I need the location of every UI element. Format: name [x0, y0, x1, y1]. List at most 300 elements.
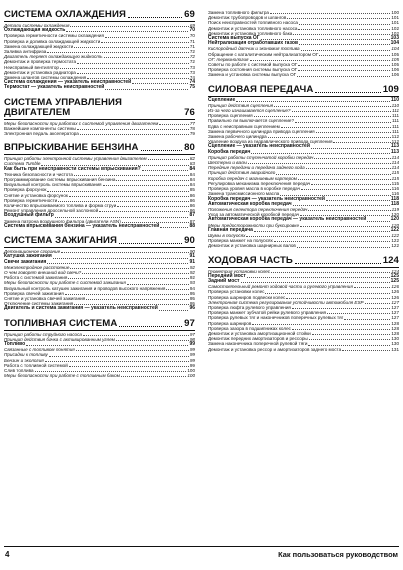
dot-leader: [74, 47, 189, 48]
entry-title: СИСТЕМА ОХЛАЖДЕНИЯ: [4, 9, 126, 20]
page-number: 110: [390, 96, 399, 103]
toc-section: [4, 231, 195, 311]
page-number: 95: [189, 301, 195, 307]
page-number: 79: [189, 131, 195, 137]
entry-title: Замена топливного фильтра: [208, 10, 269, 15]
page-number: 109: [382, 83, 399, 95]
entry-title: Коробка передач — указатель неисправностей: [208, 195, 325, 202]
dot-leader: [103, 185, 189, 186]
entry-title: Замена трансмиссионного масла: [208, 191, 280, 197]
dot-leader: [319, 55, 390, 56]
page-number: 127: [391, 299, 399, 305]
entry-title: Демонтаж и установка радиатора: [4, 69, 76, 75]
entry-title: Автоматическая коробка передач — указатель неисправностей: [208, 216, 367, 223]
dot-leader: [77, 129, 189, 130]
entry-title: Проверка состояния системы выпуска ОГ: [208, 67, 298, 73]
entry-title: Проверка шарниров подвески колес: [208, 294, 286, 300]
entry-title: Отключение системы зажигания: [4, 301, 74, 307]
entry-title: Замена охлаждающей жидкости: [4, 43, 74, 49]
entry-title: Едва с неисправным сцеплением: [208, 123, 280, 129]
dot-leader: [271, 272, 390, 273]
entry-title: Принцип действия бачка с активированным углем: [4, 336, 115, 342]
entry-title: Меры безопасности при работах с системой управления двигателем: [4, 120, 159, 126]
dot-leader: [276, 174, 390, 175]
page-number: 96: [189, 305, 195, 312]
dot-leader: [53, 258, 189, 259]
toc-entry: [208, 243, 399, 248]
entry-title: Детали системы охлаждения: [4, 23, 70, 28]
page-number: 126: [391, 289, 399, 295]
page-number: 70: [189, 33, 195, 39]
page-number: 105: [391, 51, 399, 57]
toc-entry: [208, 72, 399, 77]
entry-title: Задний мост: [208, 277, 240, 284]
page-number: 69: [189, 23, 195, 28]
page-number: 116: [391, 186, 399, 192]
page-number: 114: [391, 165, 399, 171]
entry-title: Работа с топливной системой: [4, 362, 68, 368]
page-number: 86: [189, 208, 195, 214]
dot-leader: [299, 24, 390, 25]
entry-title: Принцип действия сцепления: [208, 102, 274, 108]
page-number: 80: [184, 142, 195, 154]
section-heading: [4, 10, 195, 22]
dot-leader: [159, 124, 189, 125]
dot-leader: [47, 191, 188, 192]
page-number: 126: [391, 294, 399, 300]
dot-leader: [301, 189, 391, 190]
entry-title: Кислородный датчик и экономия топлива: [208, 46, 300, 52]
entry-title: Воздушный фильтр: [4, 212, 54, 219]
dot-leader: [311, 184, 390, 185]
dot-leader: [365, 303, 391, 304]
entry-title: Демонтаж и установка шарнирных валов: [208, 243, 296, 249]
page-number: 94: [189, 285, 195, 291]
page-number: 118: [390, 195, 399, 202]
entry-title: Электронная система регулирования устойчивости автомобиля ESP: [208, 299, 364, 305]
entry-title: Уход за автоматической коробкой передач: [208, 212, 300, 218]
entry-title: Система выпуска ОГ: [208, 35, 260, 42]
page-number: 92: [189, 269, 195, 275]
entry-title: Поиск неисправностей топливного насоса: [208, 20, 298, 26]
page-number: 101: [391, 20, 399, 26]
entry-title: Советы по работе с системой выпуска ОГ: [208, 62, 298, 68]
page-number: 122: [391, 232, 399, 238]
entry-title: Демонтаж и установка амортизационной стойки: [208, 330, 311, 336]
toc-section: [4, 138, 195, 229]
entry-title: Меры безопасности при работе с системой зажигания: [4, 280, 126, 286]
dot-leader: [70, 268, 188, 269]
toc-entry: [4, 131, 195, 136]
dot-leader: [101, 42, 189, 43]
dot-leader: [61, 252, 189, 253]
entry-title: Принцип работы ступенчатой коробки передач: [208, 154, 314, 160]
entry-title: Проверка и доливка охлаждающей жидкости: [4, 38, 101, 44]
page-number: 120: [391, 222, 399, 228]
page-number: 78: [189, 125, 195, 131]
page-number: 85: [189, 187, 195, 193]
dot-leader: [66, 31, 188, 32]
entry-title: ХОДОВАЯ ЧАСТЬ: [208, 254, 293, 266]
toc-section: [4, 10, 195, 91]
dot-leader: [116, 340, 189, 341]
dot-leader: [292, 329, 390, 330]
dot-leader: [55, 217, 189, 218]
entry-title: Коробка передач с магниевым картером: [208, 175, 297, 181]
dot-leader: [86, 299, 189, 300]
page-number: 77: [189, 120, 195, 126]
page-number: 72: [189, 59, 195, 65]
page-number: 74: [189, 75, 195, 81]
entry-title: Снятие и установка форсунок: [4, 192, 68, 198]
dot-leader: [35, 371, 187, 372]
dot-leader: [117, 206, 189, 207]
dot-leader: [327, 313, 390, 314]
entry-title: Сцепление: [208, 96, 236, 103]
page-number: 69: [184, 9, 195, 20]
entry-title: Свечи зажигания: [4, 258, 47, 265]
toc-section: [208, 251, 399, 352]
entry-title: СИСТЕМА УПРАВЛЕНИЯ ДВИГАТЕЛЕМ: [4, 96, 123, 118]
page-number: 87: [189, 218, 195, 224]
entry-title: Замена патрона воздушного фильтра (двигатели ASN): [4, 218, 121, 224]
dot-leader: [141, 150, 183, 151]
dot-leader: [119, 326, 182, 327]
dot-leader: [246, 236, 390, 237]
page-number: 86: [189, 203, 195, 209]
entry-title: Работа с системой зажигания: [4, 275, 68, 281]
page-number: 90: [184, 235, 195, 247]
dot-leader: [367, 221, 389, 222]
dot-leader: [311, 148, 390, 149]
dot-leader: [49, 356, 189, 357]
dot-leader: [295, 263, 381, 264]
page-number: 122: [391, 243, 399, 249]
section-heading: [4, 143, 195, 155]
toc-left-column: [4, 10, 195, 380]
dot-leader: [287, 18, 390, 19]
entry-title: Автоматическая коробка передач: [208, 200, 292, 207]
entry-title: Система впрыскивания бензина — указатель неисправностей: [4, 222, 160, 229]
toc-section: [4, 93, 195, 137]
section-heading: [4, 319, 195, 331]
page-number: 100: [187, 373, 195, 379]
page-number: 125: [390, 277, 399, 284]
page-number: 104: [390, 40, 399, 47]
entry-title: Замена шлангов системы охлаждения: [4, 75, 87, 81]
page-number: 106: [391, 72, 399, 78]
page-number: 98: [189, 336, 195, 342]
entry-title: Из-за чего изнашивается сцепление?: [208, 108, 291, 114]
toc-entry: [4, 373, 195, 378]
entry-title: Как быть при неисправности системы впрыскивания?: [4, 165, 141, 172]
toc-section: [208, 80, 399, 249]
entry-title: Количество впрыскиваемого топлива и форма струи: [4, 203, 117, 209]
dot-leader: [297, 247, 390, 248]
entry-title: Принцип работы струйного насоса: [4, 331, 82, 337]
dot-leader: [312, 334, 391, 335]
entry-title: Проверка свечей зажигания: [4, 290, 64, 296]
dot-leader: [80, 134, 189, 135]
dot-leader: [298, 179, 391, 180]
entry-title: Связанные с топливом понятия: [4, 347, 75, 353]
dot-leader: [45, 361, 189, 362]
entry-title: Демонтаж и проверка термостата: [4, 59, 77, 65]
entry-title: Термостат — указатель неисправностей: [4, 84, 105, 91]
entry-title: Меры предосторожности при буксировке: [208, 222, 299, 228]
entry-title: Топливо: [4, 340, 26, 347]
entry-title: Самостоятельный ремонт ходовой части и рулевого управления: [208, 284, 353, 290]
entry-title: Катушка зажигания: [4, 253, 52, 260]
entry-title: Проверка уровня масла в коробке передач: [208, 186, 301, 192]
page-number: 92: [189, 275, 195, 281]
toc-entry: [4, 85, 195, 90]
dot-leader: [116, 180, 188, 181]
dot-leader: [47, 263, 188, 264]
page-number: 128: [391, 325, 399, 331]
dot-leader: [326, 200, 390, 201]
entry-title: Геометрия установки колес: [208, 268, 271, 274]
page-number: 105: [391, 56, 399, 62]
entry-title: Главная передача: [208, 226, 253, 233]
entry-title: Меры безопасности при работе с топливным баком: [4, 373, 120, 379]
dot-leader: [252, 324, 390, 325]
dot-leader: [99, 211, 189, 212]
entry-title: Замена рабочего цилиндра: [208, 134, 267, 140]
entry-title: Проверка герметичности системы охлаждения: [4, 33, 104, 39]
entry-title: Нейтрализация отработавших газов: [208, 40, 299, 47]
page-number: 104: [391, 46, 399, 52]
dot-leader: [314, 158, 390, 159]
entry-title: Замена и установка системы выпуска ОГ: [208, 72, 297, 78]
page-number: 118: [390, 200, 399, 207]
page-number: 71: [189, 43, 195, 49]
entry-title: Проверка форсунок: [4, 187, 47, 193]
section-heading: [208, 256, 399, 268]
entry-title: Проверка шарниров: [208, 320, 252, 326]
dot-leader: [295, 122, 391, 123]
page-number: 72: [189, 49, 195, 55]
dot-leader: [58, 201, 189, 202]
page-number: 84: [189, 182, 195, 188]
toc-entry: [4, 224, 195, 229]
entry-title: Слив топлива: [4, 367, 34, 373]
page-number: 93: [189, 280, 195, 286]
entry-title: Проверка сцепления: [208, 113, 253, 119]
entry-title: Система Tumble: [4, 161, 41, 167]
entry-title: Коробка передач: [208, 148, 251, 155]
page-number: 124: [391, 268, 399, 274]
dot-leader: [127, 284, 189, 285]
page-number: 111: [392, 128, 399, 134]
dot-leader: [250, 60, 391, 61]
entry-title: Сцепление — указатель неисправностей: [208, 143, 310, 150]
entry-title: Межэлектродное расстояние: [4, 264, 70, 270]
entry-title: Принцип действия аварийного: [208, 170, 276, 176]
page-number: 115: [391, 180, 399, 186]
dot-leader: [342, 350, 390, 351]
dot-leader: [142, 170, 189, 171]
page-number: 105: [391, 62, 399, 68]
dot-leader: [333, 142, 390, 143]
entry-title: Детонационное сгорание: [4, 249, 61, 255]
page-number: 97: [189, 331, 195, 337]
dot-leader: [159, 310, 189, 311]
entry-title: Важнейшие компоненты системы: [4, 125, 76, 131]
entry-title: Передние передачи и передача заднего хода: [208, 165, 305, 171]
dot-leader: [281, 127, 391, 128]
dot-leader: [292, 111, 392, 112]
page-number: 70: [189, 27, 195, 34]
entry-title: СИЛОВАЯ ПЕРЕДАЧА: [208, 83, 314, 95]
page-number: 113: [390, 148, 399, 155]
page-number: 90: [189, 249, 195, 255]
entry-title: Обращение с каталитическим нейтрализатором ОГ: [208, 51, 319, 57]
page-number: 110: [391, 102, 399, 108]
toc-section: [208, 10, 399, 78]
footer-book-title: Как пользоваться руководством: [278, 550, 398, 559]
dot-leader: [148, 159, 189, 160]
entry-title: Ремонт управления дроссельной заслонкой: [4, 208, 99, 214]
page-number: 122: [390, 226, 399, 233]
entry-title: Заливка антифриза: [4, 49, 47, 55]
entry-title: Проверка люфта рулевого управления: [208, 304, 291, 310]
page-number: 99: [189, 340, 195, 347]
page-number: 86: [189, 192, 195, 198]
entry-title: Правильно ли выключается сцепление?: [208, 118, 295, 124]
page-number: 73: [189, 69, 195, 75]
dot-leader: [121, 376, 186, 377]
entry-title: Охлаждающая жидкость: [4, 27, 66, 34]
entry-title: Замена наконечника поперечной рулевой тяги: [208, 341, 308, 347]
page-number: 95: [189, 295, 195, 301]
page-number: 119: [391, 206, 399, 212]
dot-leader: [301, 50, 391, 51]
dot-leader: [248, 163, 391, 164]
page-number: 130: [391, 336, 399, 342]
entry-title: ТОПЛИВНАЯ СИСТЕМА: [4, 317, 118, 329]
page-number: 111: [392, 108, 399, 114]
page-number: 102: [391, 25, 399, 31]
entry-title: Двигатель теряет охлаждающую жидкость: [4, 54, 103, 60]
entry-title: Демонтаж передних амортизаторов и рессоры: [208, 336, 308, 342]
dot-leader: [316, 132, 391, 133]
entry-title: Проверка рулевых тяг и наконечников поперечных рулевых тяг: [208, 315, 344, 321]
dot-leader: [292, 308, 390, 309]
dot-leader: [274, 106, 391, 107]
entry-title: Визуальный контроль катушек зажигания и проводов высокого напряжения: [4, 285, 166, 291]
page-number: 112: [391, 134, 399, 140]
entry-title: Проверка герметичности: [4, 197, 58, 203]
entry-title: Шестерни и валы: [208, 160, 247, 166]
dot-leader: [105, 89, 188, 90]
dot-leader: [354, 287, 391, 288]
page-number: 124: [382, 254, 399, 266]
page-number: 71: [189, 38, 195, 44]
dot-leader: [293, 34, 390, 35]
dot-leader: [83, 335, 189, 336]
entry-title: Передний мост: [208, 272, 246, 279]
entry-title: О чем говорят внешний вид свечи?: [4, 269, 82, 275]
dot-leader: [308, 210, 390, 211]
page-number: 73: [189, 64, 195, 70]
toc-entry: [208, 347, 399, 352]
entry-title: Бензин и экология: [4, 357, 44, 363]
page-number: 120: [391, 212, 399, 218]
entry-title: Замена первичного цилиндра привода сцепления: [208, 128, 315, 134]
dot-leader: [268, 137, 391, 138]
dot-leader: [286, 298, 390, 299]
dot-leader: [315, 92, 380, 93]
entry-title: Проверка манжет зубчатой рейки рулевого управления: [208, 310, 327, 316]
dot-leader: [247, 277, 390, 278]
dot-leader: [298, 70, 390, 71]
page-number: 87: [189, 212, 195, 219]
page-number: 127: [391, 315, 399, 321]
page-number: 120: [390, 216, 399, 223]
page-number: 99: [189, 362, 195, 368]
page-number: 112: [391, 139, 399, 145]
page-number: 99: [189, 352, 195, 358]
page-number: 91: [189, 258, 195, 265]
page-number: 99: [189, 357, 195, 363]
section-heading: [208, 85, 399, 97]
entry-title: Демонтаж и установка топливного бака: [208, 30, 293, 36]
dot-leader: [119, 243, 182, 244]
page-number: 91: [189, 253, 195, 260]
dot-leader: [70, 26, 188, 27]
dot-leader: [236, 101, 390, 102]
dot-leader: [76, 350, 189, 351]
footer-rule: [4, 546, 399, 547]
page-number: 76: [184, 106, 195, 118]
dot-leader: [74, 175, 189, 176]
dot-leader: [77, 63, 189, 64]
dot-leader: [254, 116, 391, 117]
entry-title: Программирование системы впрыскивания бензина: [4, 177, 116, 183]
dot-leader: [82, 273, 189, 274]
dot-leader: [47, 52, 189, 53]
dot-leader: [300, 226, 390, 227]
page-number: 114: [391, 160, 399, 166]
toc-right-column: [208, 10, 399, 354]
page-number: 83: [189, 161, 195, 167]
page-number: 128: [391, 330, 399, 336]
page-number: 95: [189, 290, 195, 296]
dot-leader: [299, 44, 390, 45]
dot-leader: [69, 196, 189, 197]
entry-title: Снятие и установка свечей зажигания: [4, 295, 86, 301]
dot-leader: [160, 227, 188, 228]
page-number: 122: [391, 238, 399, 244]
entry-title: Электронная педаль акселератора: [4, 131, 79, 137]
entry-title: Демонтаж трубопроводов и шлангов: [208, 15, 287, 21]
entry-title: Техника безопасности и чистота: [4, 171, 73, 177]
section-heading: [4, 98, 195, 120]
entry-title: Шумы в полуосях: [208, 232, 246, 238]
dot-leader: [270, 13, 390, 14]
page-number: 115: [391, 170, 399, 176]
dot-leader: [293, 205, 390, 206]
page-number: 115: [391, 175, 399, 181]
page-number: 128: [391, 320, 399, 326]
entry-title: СИСТЕМА ЗАЖИГАНИЯ: [4, 235, 118, 247]
dot-leader: [306, 168, 391, 169]
page-number: 100: [391, 10, 399, 15]
page-number: 116: [391, 191, 399, 197]
dot-leader: [60, 68, 189, 69]
page-number: 88: [189, 222, 195, 229]
